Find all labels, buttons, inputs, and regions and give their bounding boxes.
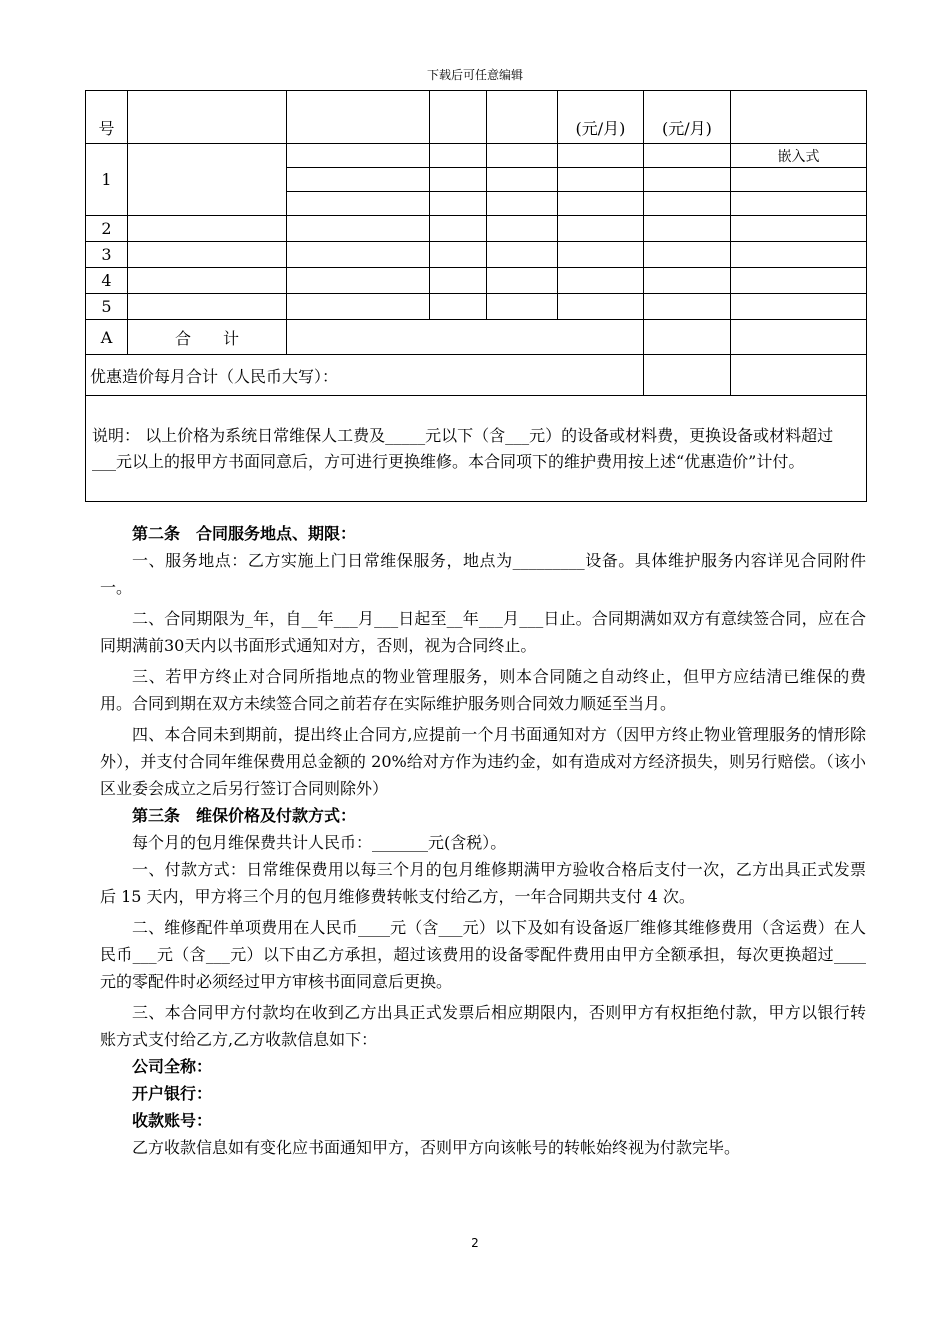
account-label: 收款账号： [132, 1111, 213, 1130]
section-3-clause-4: 乙方收款信息如有变化应书面通知甲方，否则甲方向该帐号的转帐始终视为付款完毕。 [132, 1138, 741, 1157]
contract-body [100, 520, 866, 1161]
company-name-label: 公司全称： [132, 1057, 213, 1076]
col-price2-header: (元/月) [644, 91, 731, 144]
section-2-clause-4: 四、本合同未到期前，提出终止合同方,应提前一个月书面通知对方（因甲方终止物业管理服务的情形除外），并支付合同年维保费用总金额的 20%给对方作为违约金，如有造成对方经济损失，则另行赔偿。（该小区业委会成立之后另行签订合同则除外） [100, 725, 866, 798]
price-table [85, 90, 867, 502]
explain-row [86, 396, 867, 502]
table-row [86, 294, 867, 320]
total-label: 合 计 [128, 320, 287, 355]
section-3-fee: 每个月的包月维保费共计人民币：_______元(含税）。 [132, 833, 507, 852]
discount-row [86, 355, 867, 396]
page-header-note: 下载后可任意编辑 [426, 68, 523, 82]
total-row [86, 320, 867, 355]
table-row [86, 268, 867, 294]
section-3-clause-3: 三、本合同甲方付款均在收到乙方出具正式发票后相应期限内，否则甲方有权拒绝付款，甲方以银行转账方式支付给乙方,乙方收款信息如下： [100, 1003, 866, 1049]
row-no: 1 [86, 144, 128, 216]
section-2-clause-2: 二、合同期限为_年，自__年___月___日起至__年___月___日止。合同期满如双方有意续签合同，应在合同期满前30天内以书面形式通知对方，否则，视为合同终止。 [100, 609, 866, 655]
row-note: 嵌入式 [731, 144, 867, 168]
bank-label: 开户银行： [132, 1084, 213, 1103]
section-3-clause-2: 二、维修配件单项费用在人民币____元（含___元）以下及如有设备返厂维修其维修费用（含运费）在人民币___元（含___元）以下由乙方承担，超过该费用的设备零配件费用由甲方全额承担，每次更换超过____元的零配件时必须经过甲方审核书面同意后更换。 [100, 918, 866, 991]
explain-text: 说明： 以上价格为系统日常维保人工费及_____元以下（含___元）的设备或材料费，更换设备或材料超过 ___元以上的报甲方书面同意后，方可进行更换维修。本合同项下的维护费用按上述“优惠造价”计付。 [86, 396, 867, 502]
row-no: 2 [86, 216, 128, 242]
table-header-row [86, 91, 867, 144]
table-row [86, 144, 867, 168]
section-3-clause-1: 一、付款方式：日常维保费用以每三个月的包月维修期满甲方验收合格后支付一次，乙方出具正式发票后 15 天内，甲方将三个月的包月维修费转帐支付给乙方，一年合同期共支付 4 次。 [100, 860, 866, 906]
section-2-clause-3: 三、若甲方终止对合同所指地点的物业管理服务，则本合同随之自动终止，但甲方应结清已维保的费用。合同到期在双方未续签合同之前若存在实际维护服务则合同效力顺延至当月。 [100, 667, 866, 713]
col-no-header: 号 [86, 91, 128, 144]
col-price1-header: (元/月) [558, 91, 644, 144]
section-2-clause-1: 一、服务地点：乙方实施上门日常维保服务，地点为_________设备。具体维护服务内容详见合同附件一。 [100, 551, 866, 597]
section-3-title: 第三条 维保价格及付款方式： [132, 806, 357, 825]
discount-label: 优惠造价每月合计（人民币大写）： [86, 355, 644, 396]
table-row [86, 216, 867, 242]
total-no: A [86, 320, 128, 355]
row-no: 5 [86, 294, 128, 320]
table-row [86, 242, 867, 268]
row-no: 4 [86, 268, 128, 294]
row-no: 3 [86, 242, 128, 268]
page-number: 2 [471, 1236, 479, 1250]
section-2-title: 第二条 合同服务地点、期限： [132, 524, 357, 543]
